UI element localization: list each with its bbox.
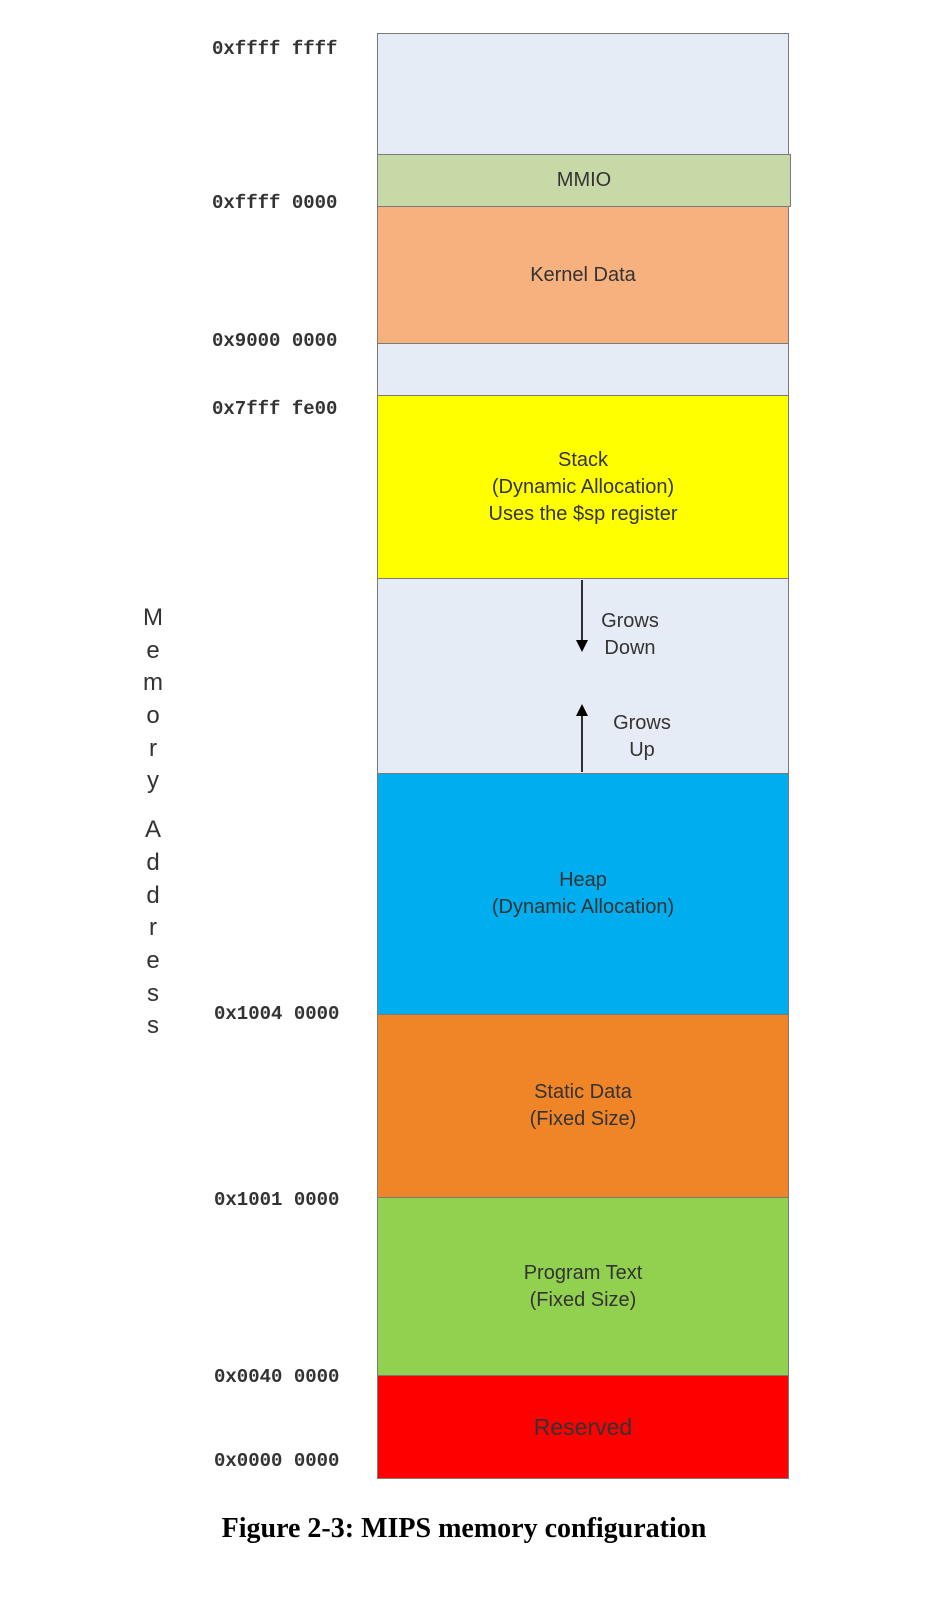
axis-word-gap (138, 798, 168, 814)
region-label: (Fixed Size) (529, 1108, 637, 1130)
region-label: Static Data (534, 1081, 632, 1103)
axis-letter: m (143, 669, 163, 697)
address-label-10010000: 0x1001 0000 (214, 1189, 340, 1211)
address-label-00400000: 0x0040 0000 (214, 1366, 340, 1388)
axis-letter: o (146, 702, 160, 730)
region-label: (Fixed Size) (529, 1288, 637, 1311)
region-label: Kernel Data (530, 263, 636, 286)
region-heap (377, 773, 789, 1015)
figure-caption: Figure 2-3: MIPS memory configuration (221, 1513, 707, 1544)
region-static-data (377, 1014, 789, 1198)
region-program-text (377, 1197, 789, 1376)
address-label-7ffffe00: 0x7fff fe00 (212, 398, 338, 420)
axis-letter: M (143, 604, 163, 631)
address-label-90000000: 0x9000 0000 (212, 330, 338, 352)
grows-up-text: Grows (613, 712, 671, 734)
axis-letter: y (147, 767, 159, 795)
region-top-unused (377, 33, 789, 155)
grows-down-label (585, 608, 675, 662)
region-label: Reserved (533, 1413, 633, 1440)
address-label-ffff0000: 0xffff 0000 (212, 192, 338, 214)
region-kernel-gap (377, 343, 789, 396)
axis-letter: r (149, 734, 157, 762)
grows-up-arrow-icon (576, 704, 588, 772)
region-mmio (377, 154, 791, 207)
grows-up-text: Up (629, 739, 655, 761)
region-label: MMIO (556, 169, 612, 191)
region-label: Program Text (523, 1261, 643, 1284)
address-label-10040000: 0x1004 0000 (214, 1003, 340, 1025)
axis-letter: r (149, 914, 157, 942)
axis-letter: s (147, 979, 159, 1007)
axis-letter: e (146, 946, 160, 974)
address-label-00000000: 0x0000 0000 (214, 1450, 340, 1472)
address-label-ffffffff: 0xffff ffff (212, 38, 338, 60)
axis-letter: s (147, 1012, 159, 1040)
axis-letter: d (146, 848, 160, 876)
region-label: (Dynamic Allocation) (491, 475, 675, 498)
axis-letter: e (146, 636, 160, 664)
grows-down-text: Grows (601, 610, 659, 632)
region-label: Heap (559, 869, 607, 891)
axis-letter: d (146, 881, 160, 909)
axis-letter: A (144, 816, 161, 844)
memory-address-axis-label (138, 602, 168, 1043)
grows-up-label (597, 710, 687, 764)
region-label: Stack (557, 448, 609, 471)
region-stack (377, 395, 789, 579)
grows-down-text: Down (604, 637, 656, 659)
region-label: Uses the $sp register (488, 502, 678, 525)
region-reserved (377, 1375, 789, 1479)
region-label: (Dynamic Allocation) (491, 896, 675, 918)
region-kernel-data (377, 206, 789, 344)
